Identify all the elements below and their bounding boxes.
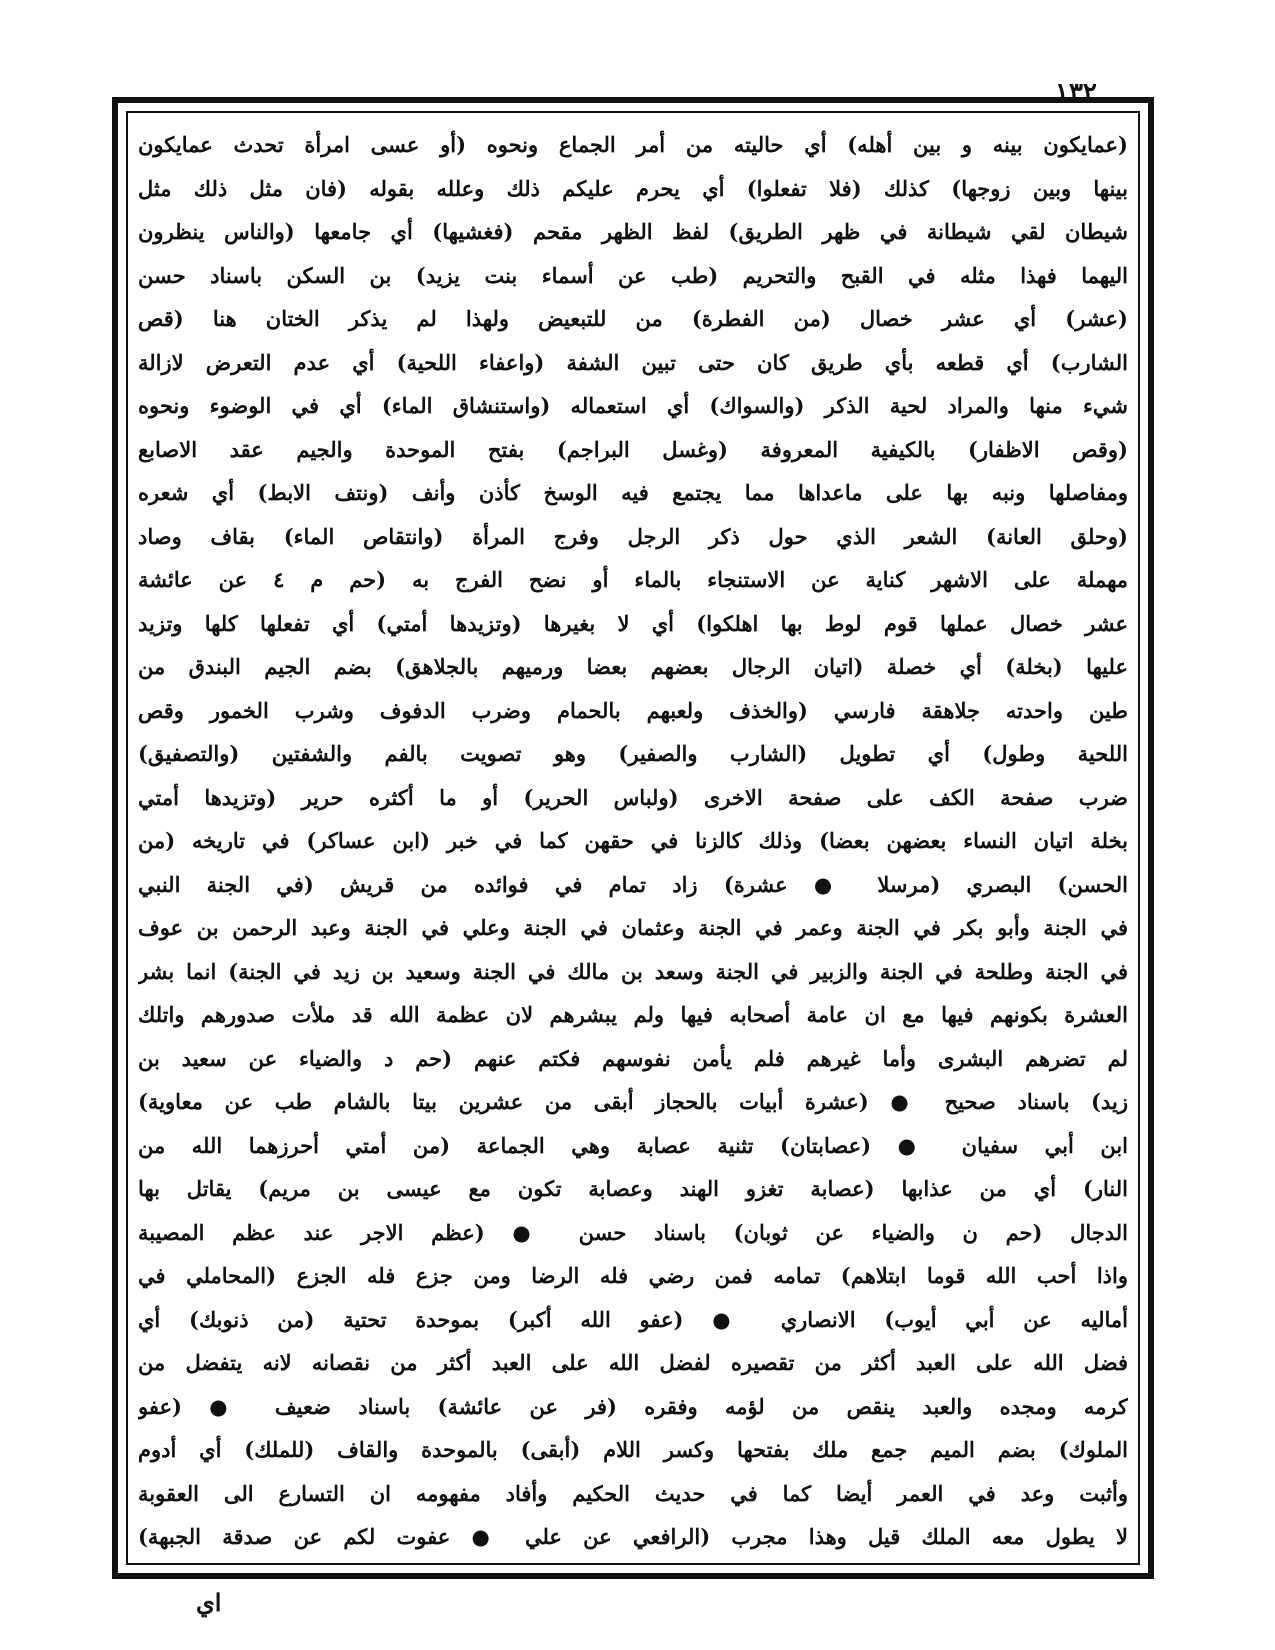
- text-line: العشرة بكونهم فيها مع ان عامة أصحابه فيها ولم يبشرهم لان عظمة الله قد ملأت صدورهم واتلك: [138, 1002, 1128, 1027]
- text-line: اليهما فهذا مثله في القبح والتحريم (طب عن أسماء بنت يزيد) بن السكن باسناد حسن: [138, 262, 1128, 288]
- text-line: فضل الله على العبد أكثر من تقصيره لفضل الله على العبد أكثر من نقصانه لانه يتفضل من: [138, 1350, 1128, 1375]
- text-line: في الجنة وأبو بكر في الجنة وعمر في الجنة وعثمان في الجنة وعلي في الجنة وعبد الرحمن بن عوف: [138, 915, 1128, 940]
- text-line: زيد) باسناد صحيح ● (عشرة أبيات بالحجاز أبقى من عشرين بيتا بالشام طب عن معاوية): [138, 1089, 1128, 1114]
- text-line: (وحلق العانة) الشعر الذي حول ذكر الرجل وفرج المرأة (وانتقاص الماء) بقاف وصاد: [138, 523, 1128, 549]
- text-line: الحسن) البصري (مرسلا ● عشرة) زاد تمام في فوائده من قريش (في الجنة النبي: [138, 871, 1128, 897]
- text-line: (وقص الاظفار) بالكيفية المعروفة (وغسل البراجم) بفتح الموحدة والجيم عقد الاصابع: [138, 436, 1128, 462]
- text-line: في الجنة وطلحة في الجنة والزبير في الجنة وسعد بن مالك في الجنة وسعيد بن زيد في الجنة) انما بشر: [138, 958, 1128, 984]
- text-line: (عمايكون بينه و بين أهله) أي حاليته من أمر الجماع ونحوه (أو عسى امرأة تحدث عمايكون: [138, 132, 1128, 157]
- text-line: الشارب) أي قطعه بأي طريق كان حتى تبين الشفة (واعفاء اللحية) أي عدم التعرض لازالة: [138, 349, 1128, 375]
- text-line: النار) أي من عذابها (عصابة تغزو الهند وعصابة تكون مع عيسى بن مريم) يقاتل بها: [138, 1176, 1128, 1201]
- text-line: (عشر) أي عشر خصال (من الفطرة) من للتبعيض ولهذا لم يذكر الختان هنا (قص: [138, 306, 1128, 331]
- text-line: بينها وبين زوجها) كذلك (فلا تفعلوا) أي يحرم عليكم ذلك وعلله بقوله (فان مثل ذلك مثل: [138, 175, 1128, 201]
- text-body: [132, 117, 1134, 1559]
- text-line: كرمه ومجده والعبد ينقص من لؤمه وفقره (فر عن عائشة) باسناد ضعيف ● (عفو: [138, 1393, 1128, 1419]
- text-line: عشر خصال عملها قوم لوط بها اهلكوا) أي لا بغيرها (وتزيدها أمتي) أي تفعلها كلها وتزيد: [138, 610, 1128, 636]
- text-line: اللحية وطول) أي تطويل (الشارب والصفير) وهو تصويت بالفم والشفتين (والتصفيق): [138, 741, 1128, 766]
- text-line: بخلة اتيان النساء بعضهن بعضا) وذلك كالزنا في حقهن كما في خبر (ابن عساكر) في تاريخه (من: [138, 828, 1128, 853]
- text-line: واذا أحب الله قوما ابتلاهم) تمامه فمن رضي فله الرضا ومن جزع فله الجزع (المحاملي في: [138, 1263, 1128, 1288]
- catchword: اي: [196, 1588, 222, 1617]
- text-line: ضرب صفحة الكف على صفحة الاخرى (ولباس الحرير) أو ما أكثره حرير (وتزيدها أمتي: [138, 784, 1128, 810]
- text-line: شيطان لقي شيطانة في ظهر الطريق) لفظ الظهر مقحم (فغشيها) أي جامعها (والناس ينظرون: [138, 219, 1128, 244]
- text-line: لا يطول معه الملك قيل وهذا مجرب (الرافعي عن علي ● عفوت لكم عن صدقة الجبهة): [138, 1524, 1128, 1549]
- page-frame: [112, 97, 1154, 1579]
- text-line: وأثبت وعد في العمر أيضا كما في حديث الحكيم وأفاد مفهومه ان التسارع الى العقوبة: [138, 1480, 1128, 1506]
- text-line: عليها (بخلة) أي خصلة (اتيان الرجال بعضهم بعضا ورميهم بالجلاهق) بضم الجيم البندق من: [138, 654, 1128, 679]
- text-line: طين واحدته جلاهقة فارسي (والخذف ولعبهم بالحمام وضرب الدفوف وشرب الخمور وقص: [138, 697, 1128, 723]
- text-line: ومفاصلها ونبه بها على ماعداها مما يجتمع فيه الوسخ كأذن وأنف (ونتف الابط) أي شعره: [138, 480, 1128, 505]
- text-line: ابن أبي سفيان ● (عصابتان) تثنية عصابة وهي الجماعة (من أمتي أحرزهما الله من: [138, 1132, 1128, 1158]
- text-line: الدجال (حم ن والضياء عن ثوبان) باسناد حسن ● (عظم الاجر عند عظم المصيبة: [138, 1219, 1128, 1245]
- text-line: مهملة على الاشهر كناية عن الاستنجاء بالماء أو نضح الفرج به (حم م ٤ عن عائشة: [138, 567, 1128, 592]
- text-line: الملوك) بضم الميم جمع ملك بفتحها وكسر اللام (أبقى) بالموحدة والقاف (للملك) أي أدوم: [138, 1437, 1128, 1462]
- text-line: لم تضرهم البشرى وأما غيرهم فلم يأمن نفوسهم فكتم عنهم (حم د والضياء عن سعيد بن: [138, 1045, 1128, 1071]
- page-number: ١٣٢: [1055, 78, 1097, 108]
- text-line: شيء منها والمراد لحية الذكر (والسواك) أي استعماله (واستنشاق الماء) أي في الوضوء ونحوه: [138, 393, 1128, 418]
- text-line: أماليه عن أبي أيوب) الانصاري ● (عفو الله أكبر) بموحدة تحتية (من ذنوبك) أي: [138, 1306, 1128, 1332]
